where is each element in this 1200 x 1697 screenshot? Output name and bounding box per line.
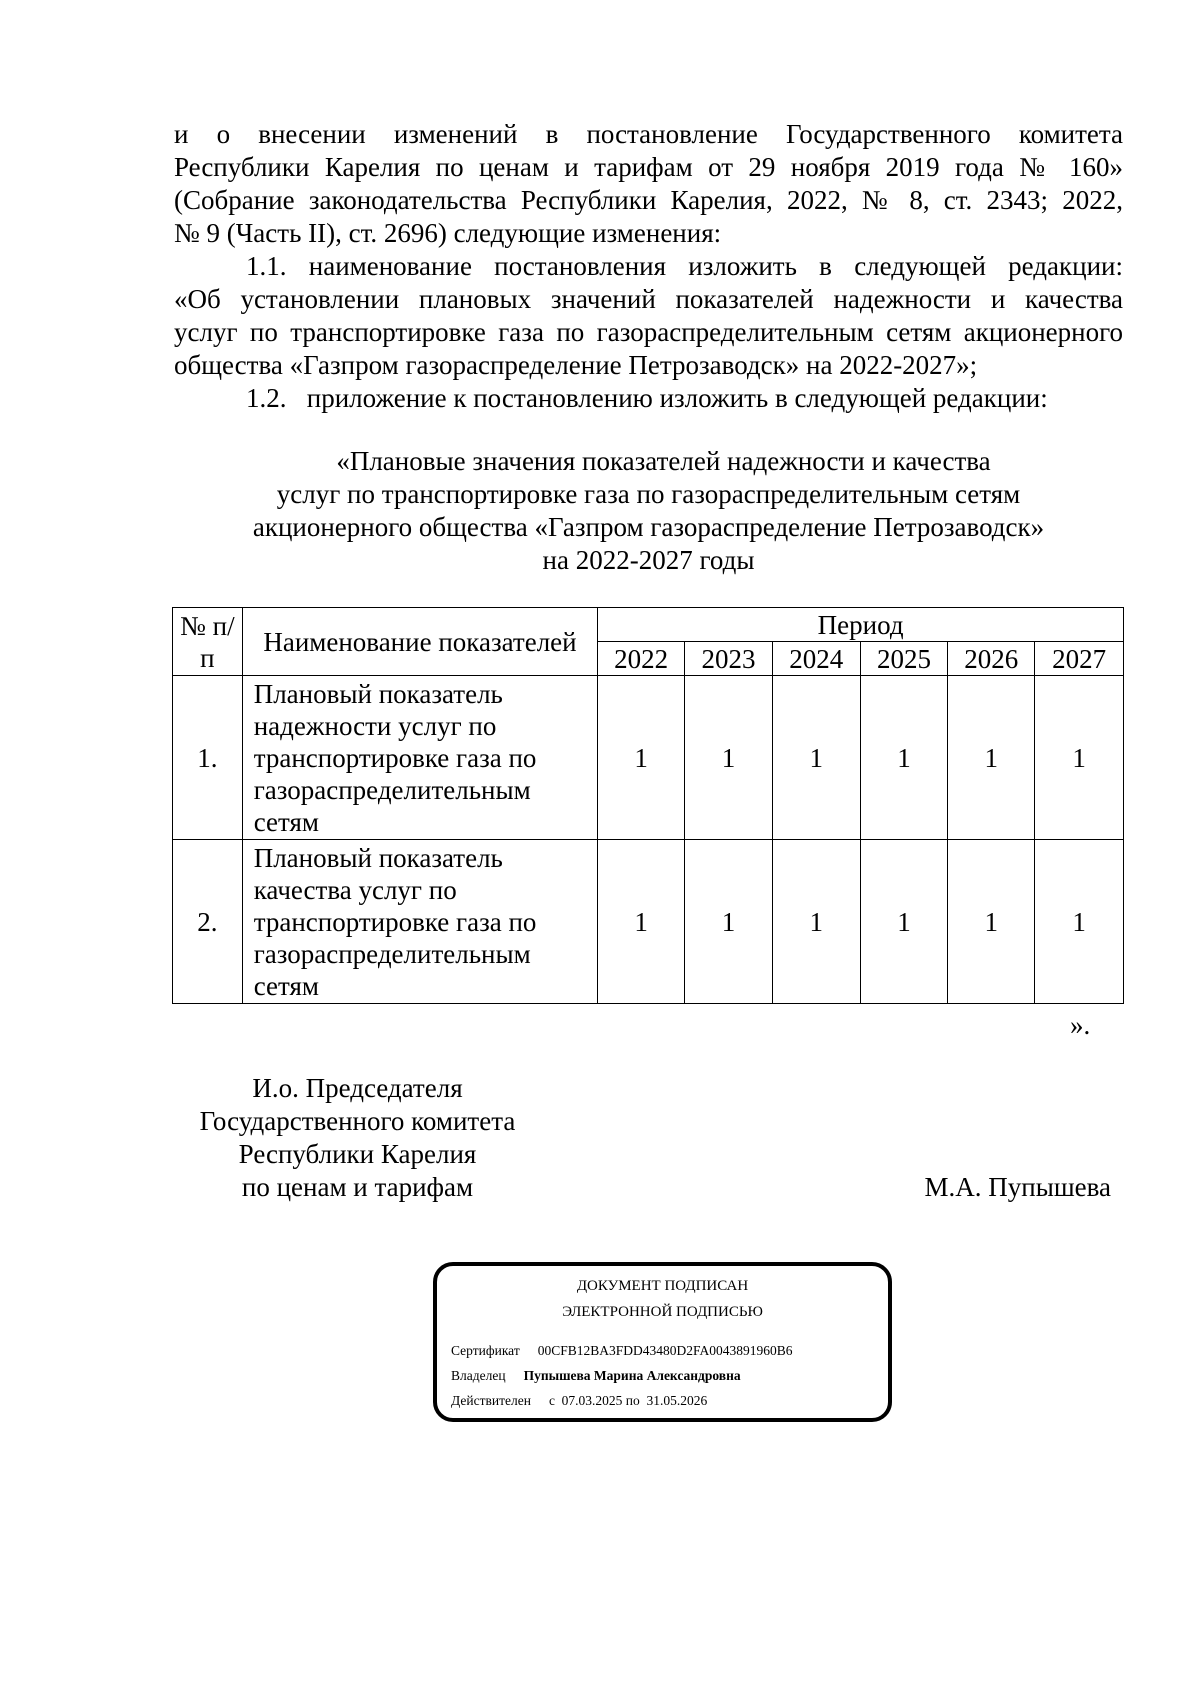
body-line: услуг по транспортировке газа по газораспределительным сетям акционерного <box>174 317 1123 347</box>
row-name: Плановый показатель надежности услуг по транспортировке газа по газораспределительным сетям <box>242 676 598 840</box>
stamp-heading: ДОКУМЕНТ ПОДПИСАН <box>576 1278 749 1294</box>
header-year: 2026 <box>948 642 1035 676</box>
annex-title-line: услуг по транспортировке газа по газораспределительным сетям <box>276 479 1021 509</box>
row-value: 1 <box>772 676 860 840</box>
stamp-validity <box>451 1393 707 1409</box>
row-value: 1 <box>1035 840 1124 1004</box>
row-value: 1 <box>860 676 948 840</box>
row-value: 1 <box>948 840 1035 1004</box>
table-row <box>173 840 1124 1004</box>
row-value: 1 <box>772 840 860 1004</box>
header-name: Наименование показателей <box>242 608 598 676</box>
stamp-heading: ЭЛЕКТРОННОЙ ПОДПИСЬЮ <box>562 1304 763 1320</box>
row-value: 1 <box>860 840 948 1004</box>
indicators-table <box>172 607 1124 1004</box>
body-line: (Собрание законодательства Республики Карелия, 2022, № 8, ст. 2343; 2022, <box>174 185 1123 215</box>
header-year: 2023 <box>685 642 773 676</box>
annex-title-line: на 2022-2027 годы <box>542 545 755 575</box>
signatory-name: М.А. Пупышева <box>924 1172 1111 1202</box>
header-year: 2024 <box>772 642 860 676</box>
annex-title-line: «Плановые значения показателей надежности и качества <box>336 446 991 476</box>
header-period: Период <box>598 608 1124 642</box>
row-value: 1 <box>1035 676 1124 840</box>
row-num: 2. <box>173 840 243 1004</box>
header-year: 2022 <box>598 642 685 676</box>
body-line: общества «Газпром газораспределение Петрозаводск» на 2022-2027»; <box>174 350 978 380</box>
signature-title-line: Государственного комитета <box>199 1106 516 1136</box>
row-name: Плановый показатель качества услуг по транспортировке газа по газораспределительным сетям <box>242 840 598 1004</box>
stamp-owner <box>451 1368 741 1384</box>
signature-title-line: Республики Карелия <box>238 1139 477 1169</box>
row-num: 1. <box>173 676 243 840</box>
cert-label: Сертификат <box>451 1343 520 1358</box>
body-line: и о внесении изменений в постановление Государственного комитета <box>174 119 1123 149</box>
signature-title-line: по ценам и тарифам <box>241 1172 474 1202</box>
valid-value: с 07.03.2025 по 31.05.2026 <box>548 1393 708 1408</box>
stamp-certificate <box>451 1343 793 1359</box>
row-value: 1 <box>598 676 685 840</box>
owner-label: Владелец <box>451 1368 506 1383</box>
owner-value: Пупышева Марина Александровна <box>523 1368 741 1383</box>
cert-value: 00CFB12BA3FDD43480D2FA0043891960B6 <box>537 1343 793 1358</box>
valid-label: Действителен <box>451 1393 531 1408</box>
body-line: Республики Карелия по ценам и тарифам от 29 ноября 2019 года № 160» <box>174 152 1123 182</box>
row-value: 1 <box>685 676 773 840</box>
header-num: № п/п <box>173 608 243 676</box>
header-year: 2027 <box>1035 642 1124 676</box>
signature-title-line: И.о. Председателя <box>252 1073 463 1103</box>
body-line: «Об установлении плановых значений показателей надежности и качества <box>174 284 1123 314</box>
header-year: 2025 <box>860 642 948 676</box>
closing-quote: ». <box>1070 1010 1091 1040</box>
body-line: № 9 (Часть II), ст. 2696) следующие изменения: <box>174 218 722 248</box>
table-row <box>173 676 1124 840</box>
row-value: 1 <box>685 840 773 1004</box>
annex-title-line: акционерного общества «Газпром газораспределение Петрозаводск» <box>252 512 1045 542</box>
row-value: 1 <box>598 840 685 1004</box>
row-value: 1 <box>948 676 1035 840</box>
electronic-signature-stamp <box>433 1262 892 1422</box>
body-line: 1.1. наименование постановления изложить в следующей редакции: <box>246 251 1123 281</box>
body-line: 1.2. приложение к постановлению изложить в следующей редакции: <box>246 383 1048 413</box>
